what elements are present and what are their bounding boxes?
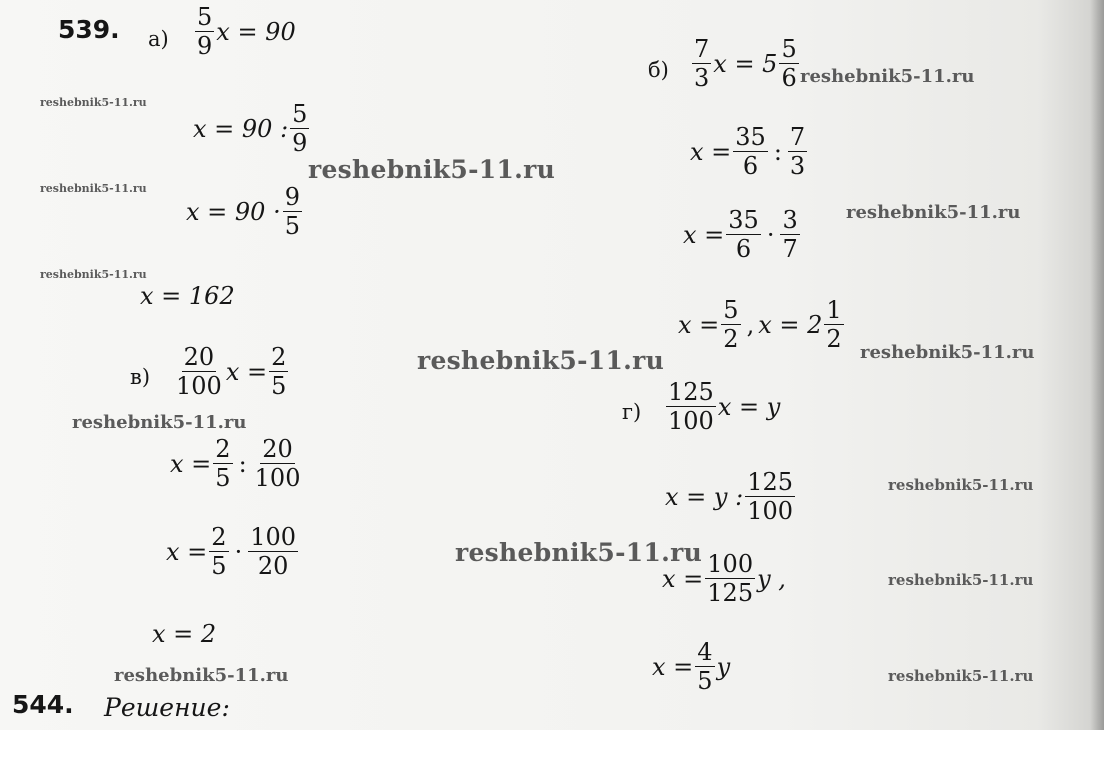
numerator: 20 <box>262 435 293 463</box>
denominator: 3 <box>789 152 806 180</box>
solution-heading: Решение: <box>104 693 230 722</box>
watermark: reshebnik5-11.ru <box>888 571 1034 589</box>
numerator: 1 <box>826 296 842 324</box>
part-v-answer: x = 2 <box>152 620 217 648</box>
step-lhs: x = <box>170 449 212 478</box>
equation-mid: x = <box>225 357 268 386</box>
part-a-label: а) <box>148 27 169 51</box>
denominator: 5 <box>284 212 300 240</box>
part-g-step-1 <box>665 470 797 523</box>
part-a-step-2 <box>186 185 304 238</box>
denominator: 5 <box>211 552 227 580</box>
denominator: 100 <box>254 464 301 492</box>
numerator: 5 <box>292 100 308 128</box>
numerator: 35 <box>728 206 759 234</box>
numerator: 100 <box>250 523 297 551</box>
part-a-equation <box>193 5 296 58</box>
fraction <box>692 37 711 90</box>
watermark: reshebnik5-11.ru <box>308 155 556 184</box>
denominator: 5 <box>697 667 713 695</box>
answer-lhs-2: x = 2 <box>758 310 823 339</box>
denominator: 5 <box>271 372 287 400</box>
part-v-equation <box>172 345 290 398</box>
fraction <box>779 37 798 90</box>
watermark: reshebnik5-11.ru <box>888 667 1034 685</box>
watermark: reshebnik5-11.ru <box>860 342 1035 363</box>
step-lhs: x = <box>683 220 725 249</box>
step-lhs: x = 90 · <box>186 197 281 226</box>
fraction <box>195 5 214 58</box>
fraction <box>780 208 799 261</box>
fraction <box>666 380 716 433</box>
fraction <box>248 525 298 578</box>
numerator: 5 <box>197 3 213 31</box>
numerator: 7 <box>694 35 710 63</box>
watermark: reshebnik5-11.ru <box>72 412 247 433</box>
numerator: 5 <box>781 35 797 63</box>
watermark: reshebnik5-11.ru <box>846 202 1021 223</box>
problem-number-544: 544. <box>12 690 74 719</box>
part-a-step-1 <box>193 102 311 155</box>
numerator: 125 <box>747 468 793 496</box>
denominator: 5 <box>215 464 231 492</box>
watermark: reshebnik5-11.ru <box>417 346 665 375</box>
fraction <box>726 208 761 261</box>
fraction <box>705 552 755 605</box>
denominator: 9 <box>292 129 308 157</box>
part-b-answer <box>678 298 846 351</box>
numerator: 4 <box>697 638 713 666</box>
operator: · <box>766 220 775 249</box>
part-g-answer <box>652 640 730 693</box>
numerator: 35 <box>735 123 766 151</box>
answer-lhs: x = <box>652 652 694 681</box>
part-b-equation <box>690 37 801 90</box>
step-lhs: x = <box>662 564 704 593</box>
numerator: 20 <box>183 343 215 371</box>
fraction <box>824 298 843 351</box>
operator: : <box>773 137 782 166</box>
fraction <box>788 125 807 178</box>
denominator: 20 <box>257 552 289 580</box>
numerator: 125 <box>668 378 714 406</box>
watermark: reshebnik5-11.ru <box>40 268 147 281</box>
step-rest: y , <box>757 564 786 593</box>
denominator: 3 <box>694 64 710 92</box>
watermark: reshebnik5-11.ru <box>888 476 1034 494</box>
denominator: 125 <box>707 579 754 607</box>
page-edge-shadow <box>1090 0 1104 730</box>
numerator: 9 <box>284 183 300 211</box>
fraction <box>290 102 309 155</box>
numerator: 7 <box>789 123 806 151</box>
answer-lhs: x = <box>678 310 720 339</box>
part-b-step-2 <box>683 208 802 261</box>
numerator: 3 <box>782 206 798 234</box>
numerator: 2 <box>215 435 231 463</box>
denominator: 6 <box>781 64 797 92</box>
part-b-label: б) <box>648 58 669 82</box>
step-lhs: x = <box>166 537 208 566</box>
part-v-step-2 <box>166 525 300 578</box>
fraction <box>209 525 228 578</box>
step-lhs: x = y : <box>665 482 744 511</box>
part-v-step-1 <box>170 437 304 490</box>
numerator: 100 <box>707 550 754 578</box>
separator: , <box>746 310 755 339</box>
watermark: reshebnik5-11.ru <box>114 665 289 686</box>
part-v-label: в) <box>130 365 151 389</box>
denominator: 100 <box>668 407 714 435</box>
equation-rest: x = 90 <box>216 17 296 46</box>
denominator: 100 <box>176 372 222 400</box>
equation-rest: x = y <box>717 392 781 421</box>
fraction <box>733 125 768 178</box>
answer-rest: y <box>716 652 731 681</box>
denominator: 6 <box>735 235 752 263</box>
problem-number-539: 539. <box>58 15 120 44</box>
fraction <box>269 345 288 398</box>
denominator: 2 <box>723 325 739 353</box>
denominator: 9 <box>197 32 213 60</box>
operator: · <box>234 537 243 566</box>
denominator: 100 <box>747 497 793 525</box>
part-g-equation <box>664 380 780 433</box>
fraction <box>253 437 303 490</box>
watermark: reshebnik5-11.ru <box>40 96 147 109</box>
denominator: 6 <box>742 152 759 180</box>
fraction <box>721 298 740 351</box>
step-lhs: x = <box>690 137 732 166</box>
numerator: 5 <box>723 296 739 324</box>
fraction <box>283 185 302 238</box>
watermark: reshebnik5-11.ru <box>40 182 147 195</box>
part-g-label: г) <box>622 400 642 424</box>
part-a-answer: x = 162 <box>140 282 235 310</box>
numerator: 2 <box>211 523 227 551</box>
denominator: 7 <box>782 235 798 263</box>
fraction <box>745 470 795 523</box>
operator: : <box>238 449 247 478</box>
part-b-step-1 <box>690 125 809 178</box>
equation-mid: x = 5 <box>713 49 778 78</box>
numerator: 2 <box>271 343 287 371</box>
watermark: reshebnik5-11.ru <box>800 66 975 87</box>
fraction <box>695 640 714 693</box>
watermark: reshebnik5-11.ru <box>455 538 703 567</box>
fraction <box>174 345 224 398</box>
fraction <box>213 437 232 490</box>
denominator: 2 <box>826 325 842 353</box>
step-lhs: x = 90 : <box>193 114 289 143</box>
